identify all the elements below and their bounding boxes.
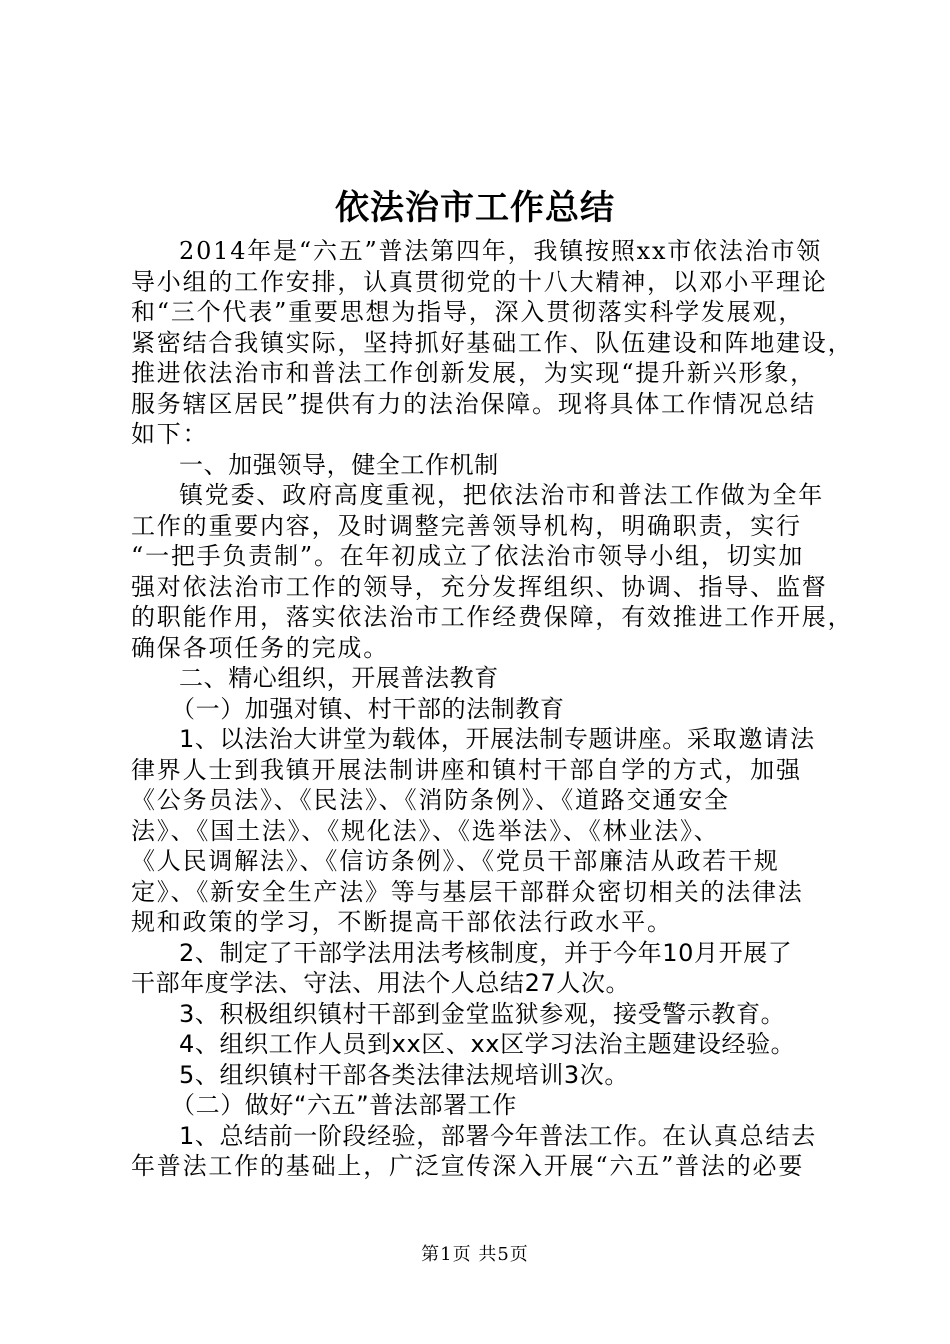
- paragraph-line: 的职能作用，落实依法治市工作经费保障，有效推进工作开展，: [131, 603, 854, 631]
- list-item: 4、组织工作人员到xx区、xx区学习法治主题建设经验。: [179, 1030, 796, 1058]
- paragraph-line: 年普法工作的基础上，广泛宣传深入开展“六五”普法的必要: [131, 1152, 805, 1180]
- item-text: 采取邀请法: [686, 725, 816, 753]
- document-title: 依法治市工作总结: [335, 188, 615, 228]
- paragraph-line: 紧密结合我镇实际，坚持抓好基础工作、队伍建设和阵地建设，: [131, 328, 854, 357]
- paragraph-line: 2014年是“六五”普法第四年，我镇按照xx市依法治市领: [179, 237, 823, 265]
- paragraph-line: 镇党委、政府高度重视，把依法治市和普法工作做为全年: [179, 481, 824, 509]
- list-item: 5、组织镇村干部各类法律法规培训3次。: [179, 1060, 629, 1089]
- paragraph-line: 推进依法治市和普法工作创新发展，为实现“提升新兴形象，: [131, 359, 816, 387]
- page-footer: 第1页 共5页: [421, 1244, 529, 1265]
- paragraph-line: 确保各项任务的完成。: [131, 633, 389, 662]
- paragraph-line: 服务辖区居民”提供有力的法治保障。现将具体工作情况总结: [131, 389, 816, 418]
- paragraph-line: 法》、《国土法》、《规化法》、《选举法》、《林业法》、: [131, 816, 720, 845]
- paragraph-line: [131, 724, 843, 755]
- item-lead: 1、总结前一阶段经验，部署今年普法工作。: [179, 1121, 663, 1150]
- item-text: 在认真总结去: [662, 1121, 818, 1150]
- section-heading: 一、加强领导，健全工作机制: [179, 450, 499, 479]
- paragraph-line: [131, 1121, 843, 1152]
- subsection-heading: （二）做好“六五”普法部署工作: [171, 1091, 517, 1119]
- list-item: 2、制定了干部学法用法考核制度，并于今年10月开展了: [179, 938, 793, 967]
- paragraph-line: “一把手负责制”。在年初成立了依法治市领导小组，切实加: [131, 542, 805, 570]
- paragraph-line: 导小组的工作安排，认真贯彻党的十八大精神，以邓小平理论: [131, 267, 828, 296]
- paragraph-line: 《公务员法》、《民法》、《消防条例》、《道路交通安全: [131, 786, 730, 814]
- paragraph-line: 工作的重要内容，及时调整完善领导机构，明确职责，实行: [131, 511, 802, 540]
- subsection-heading: （一）加强对镇、村干部的法制教育: [171, 694, 565, 723]
- paragraph-line: 律界人士到我镇开展法制讲座和镇村干部自学的方式，加强: [131, 755, 802, 784]
- paragraph-line: 《人民调解法》、《信访条例》、《党员干部廉洁从政若干规: [131, 847, 780, 875]
- item-lead: 1、以法治大讲堂为载体，开展法制专题讲座。: [179, 725, 687, 753]
- list-item: 3、积极组织镇村干部到金堂监狱参观，接受警示教育。: [179, 999, 786, 1028]
- list-item: 干部年度学法、守法、用法个人总结27人次。: [131, 969, 631, 997]
- paragraph-line: 如下：: [131, 420, 209, 448]
- paragraph-line: 规和政策的学习，不断提高干部依法行政水平。: [131, 908, 673, 936]
- section-heading: 二、精心组织，开展普法教育: [179, 664, 499, 692]
- document-body: [131, 236, 854, 1182]
- paragraph-line: 和“三个代表”重要思想为指导，深入贯彻落实科学发展观，: [131, 298, 805, 326]
- paragraph-line: 强对依法治市工作的领导，充分发挥组织、协调、指导、监督: [131, 572, 828, 601]
- paragraph-line: 定》、《新安全生产法》等与基层干部群众密切相关的法律法: [131, 877, 804, 906]
